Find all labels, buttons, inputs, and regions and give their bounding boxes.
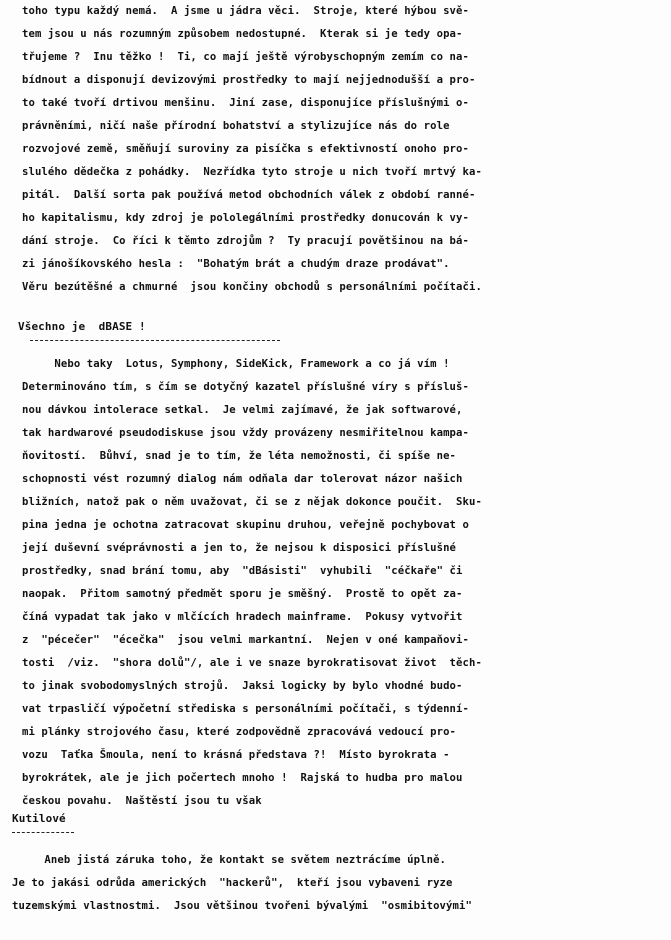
paragraph1-line-12: zi jánošíkovského hesla : "Bohatým brát a chudým draze prodávat". xyxy=(22,258,450,270)
section-heading-dbase: Všechno je dBASE ! xyxy=(18,320,146,333)
section-heading-kutilove: Kutilové xyxy=(12,812,66,825)
section1-line-18: vozu Taťka Šmoula, není to krásná představa ?! Místo byrokrata - xyxy=(22,749,450,761)
paragraph1-line-4: bídnout a disponují devizovými prostředky to mají nejjednodušší a pro- xyxy=(22,74,476,86)
paragraph1-line-5: to také tvoří drtivou menšinu. Jiní zase, disponujíce příslušnými o- xyxy=(22,97,469,109)
section1-line-8: pina jedna je ochotna zatracovat skupinu druhou, veřejně pochybovat o xyxy=(22,519,469,531)
section1-line-7: bližních, natož pak o něm uvažovat, či se z nějak dokonce poučit. Sku- xyxy=(22,496,482,508)
section1-line-9: její duševní svéprávnosti a jen to, že nejsou k disposici příslušné xyxy=(22,542,457,554)
paragraph1-line-8: slulého dědečka z pohádky. Nezřídka tyto stroje u nich tvoří mrtvý ka- xyxy=(22,166,482,178)
section-heading-dbase-underline xyxy=(30,340,280,341)
section1-line-1: Nebo taky Lotus, Symphony, SideKick, Framework a co já vím ! xyxy=(22,358,450,370)
paragraph1-line-10: ho kapitalismu, kdy zdroj je pololegálními prostředky donucován k vy- xyxy=(22,212,469,224)
paragraph1-line-1: toho typu každý nemá. A jsme u jádra věci. Stroje, které hýbou svě- xyxy=(22,5,469,17)
section1-line-12: číná vypadat tak jako v mlčících hradech mainframe. Pokusy vytvořit xyxy=(22,611,463,623)
paragraph1-line-13: Věru bezútěšné a chmurné jsou končiny obchodů s personálními počítači. xyxy=(22,281,482,293)
section1-line-16: vat trpasličí výpočetní střediska s personálními počítači, s týdenní- xyxy=(22,703,469,715)
section1-line-10: prostředky, snad brání tomu, aby "dBásisti" vyhubili "céčkaře" či xyxy=(22,565,463,577)
section1-line-20: českou povahu. Naštěstí jsou tu však xyxy=(22,795,262,807)
section2-line-3: tuzemskými vlastnostmi. Jsou většinou tvořeni bývalými "osmibitovými" xyxy=(12,900,472,912)
paragraph1-line-9: pitál. Další sorta pak používá metod obchodních válek z období ranné- xyxy=(22,189,476,201)
section1-line-17: mi plánky strojového času, které zodpovědně zpracovává vedoucí pro- xyxy=(22,726,457,738)
section1-line-13: z "pécečer" "écečka" jsou velmi markantní. Nejen v oné kampaňovi- xyxy=(22,634,469,646)
section1-line-19: byrokrátek, ale je jich počertech mnoho ! Rajská to hudba pro malou xyxy=(22,772,463,784)
paragraph1-line-11: dání stroje. Co říci k těmto zdrojům ? Ty pracují povětšinou na bá- xyxy=(22,235,469,247)
paragraph1-line-7: rozvojové země, směňují suroviny za pisíčka s efektivností onoho pro- xyxy=(22,143,469,155)
section2-line-1: Aneb jistá záruka toho, že kontakt se světem neztrácíme úplně. xyxy=(12,854,447,866)
section-heading-kutilove-underline xyxy=(12,832,74,833)
paragraph1-line-3: třujeme ? Inu těžko ! Ti, co mají ještě výrobyschopným zemím co na- xyxy=(22,51,469,63)
section1-line-15: to jinak svobodomyslných strojů. Jaksi logicky by bylo vhodné budo- xyxy=(22,680,463,692)
section1-line-5: ňovitostí. Bůhví, snad je to tím, že léta nemožnosti, či spíše ne- xyxy=(22,450,457,462)
section1-line-6: schopnosti vést rozumný dialog nám odňala dar tolerovat názor našich xyxy=(22,473,463,485)
paragraph1-line-2: tem jsou u nás rozumným způsobem nedostupné. Kterak si je tedy opa- xyxy=(22,28,463,40)
paragraph1-line-6: právněními, ničí naše přírodní bohatství a stylizujíce nás do role xyxy=(22,120,450,132)
section1-line-11: naopak. Přitom samotný předmět sporu je směšný. Prostě to opět za- xyxy=(22,588,463,600)
section1-line-3: nou dávkou intolerace setkal. Je velmi zajímavé, že jak softwarové, xyxy=(22,404,463,416)
section1-line-14: tosti /viz. "shora dolů"/, ale i ve snaze byrokratisovat život těch- xyxy=(22,657,482,669)
section1-line-4: tak hardwarové pseudodiskuse jsou vždy provázeny nesmiřitelnou kampa- xyxy=(22,427,469,439)
section1-line-2: Determinováno tím, s čím se dotyčný kazatel příslušné víry s přísluš- xyxy=(22,381,469,393)
section2-line-2: Je to jakási odrůda amerických "hackerů", kteří jsou vybaveni ryze xyxy=(12,877,453,889)
